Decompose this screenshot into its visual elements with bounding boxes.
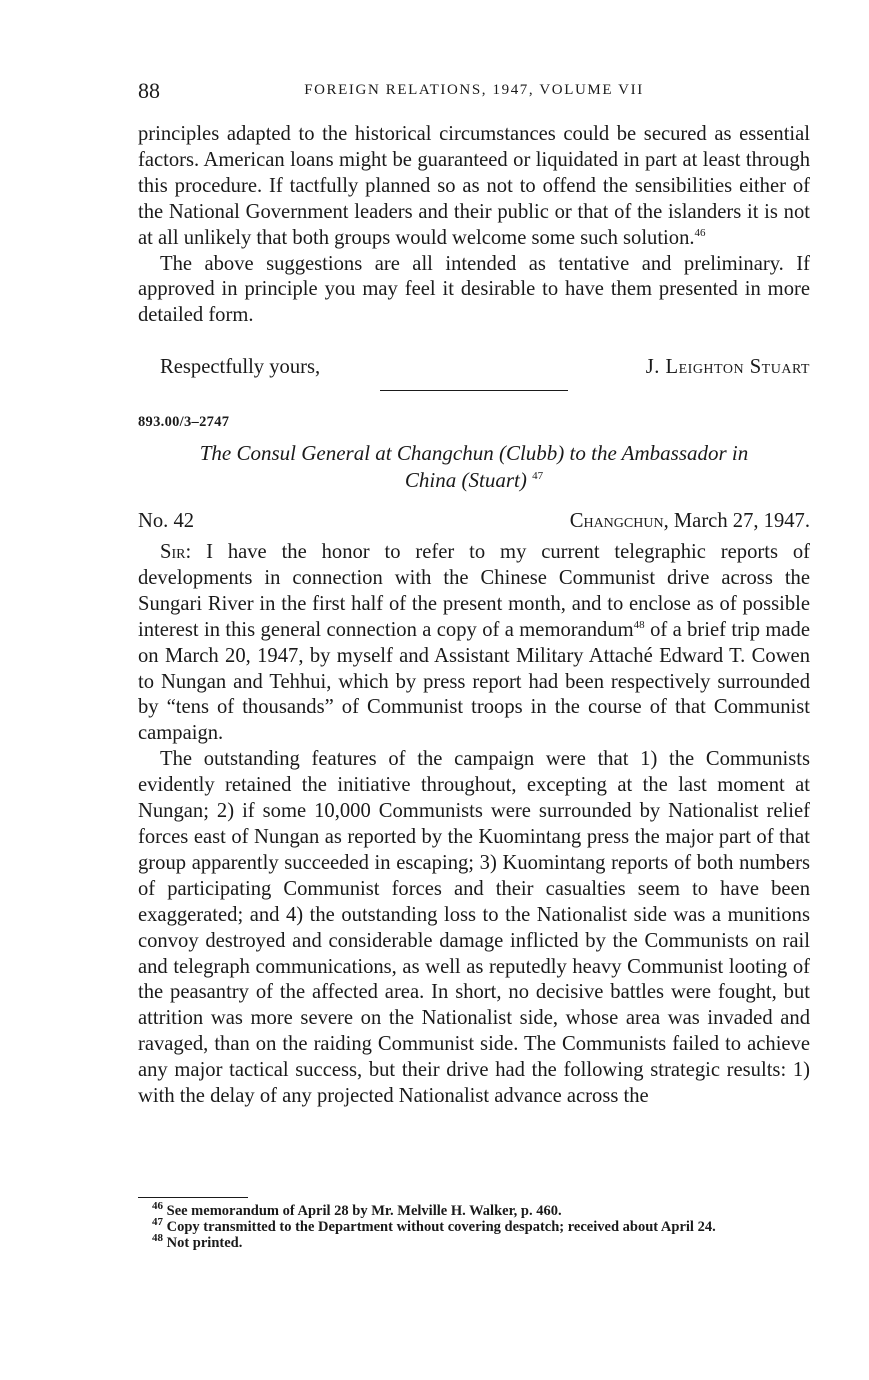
date: March 27, 1947. [673,510,810,532]
continuation-text [138,122,810,329]
file-reference: 893.00/3–2747 [138,414,230,430]
footnote-ref: 48 [633,618,645,631]
closing-salutation: Respectfully yours, [160,356,321,378]
letter-salutation: Sir: [160,541,192,563]
letter-paragraph: Sir: I have the honor to refer to my current telegraphic reports of developments in connection with the Chinese Communist drive across the Sungari River in the first half of the present month, and to enclose as of possible interest in this general connection a copy of a memorandum$^{48}$ of a brief trip made on March 20, 1947, by myself and Assistant Military Attaché Edward T. Cowen to Nungan and Tehhui, which by press report had been respectively surrounded by “tens of thousands” of Communist troops in the course of that Communist campaign. [138,541,811,745]
footnote: $^{46}$ See memorandum of April 28 by Mr. Melville H. Walker, p. 460. [152,1200,562,1219]
place: Changchun, [569,510,669,532]
footnote-ref: 47 [532,470,544,482]
letter-body [138,540,810,1110]
footnote: $^{47}$ Copy transmitted to the Department without covering despatch; received about April 24. [152,1216,716,1235]
page-header [138,78,810,108]
document-number: No. 42 [138,510,195,532]
footnote-ref: 46 [694,226,706,239]
section-divider [380,390,568,391]
signature: J. Leighton Stuart [645,356,810,378]
place-date [570,510,810,533]
running-head: FOREIGN RELATIONS, 1947, VOLUME VII [304,82,644,98]
continuation-paragraph: The above suggestions are all intended as tentative and preliminary. If approved in principle you may feel it desirable to have them presented in more detailed form. [138,252,810,327]
letter-closing [160,356,810,382]
footnote-divider [138,1197,248,1198]
document-title [138,440,810,494]
document-title-line: The Consul General at Changchun (Clubb) to the Ambassador in [199,441,749,465]
continuation-paragraph: principles adapted to the historical circumstances could be secured as essential factors. American loans might be guaranteed or liquidated in part at least through this procedure. If tactfully planned so as not to offend the sensibilities either of the National Government leaders and their public or that of the islanders it is not at all unlikely that both groups would welcome some such solution.$^{46}$ [138,123,810,249]
letter-paragraph: The outstanding features of the campaign were that 1) the Communists evidently retained the initiative throughout, excepting at the last moment at Nungan; 2) if some 10,000 Communists were surrounded by Nationalist relief forces east of Nungan as reported by the Kuomintang press the major part of that group apparently succeeded in escaping; 3) Kuomintang reports of both numbers of participating Communist forces and their casualties seem to have been exaggerated; and 4) the outstanding loss to the Nationalist side was a munitions convoy destroyed and considerable damage inflicted by the Communists on rail and telegraph communications, as well as reputedly heavy Communist looting of the peasantry of the affected area. In short, no decisive battles were fought, but attrition was more severe on the Nationalist side, whose area was invaded and ravaged, than on the raiding Communist side. The Communists failed to achieve any major tactical success, but their drive had the following strategic results: 1) with the delay of any projected Nationalist advance across the [138,748,810,1108]
letter-heading [138,510,810,536]
footnote: $^{48}$ Not printed. [152,1232,243,1251]
page-number: 88 [138,78,160,103]
footnotes [134,1200,804,1251]
document-title-line: China (Stuart) [404,468,527,492]
